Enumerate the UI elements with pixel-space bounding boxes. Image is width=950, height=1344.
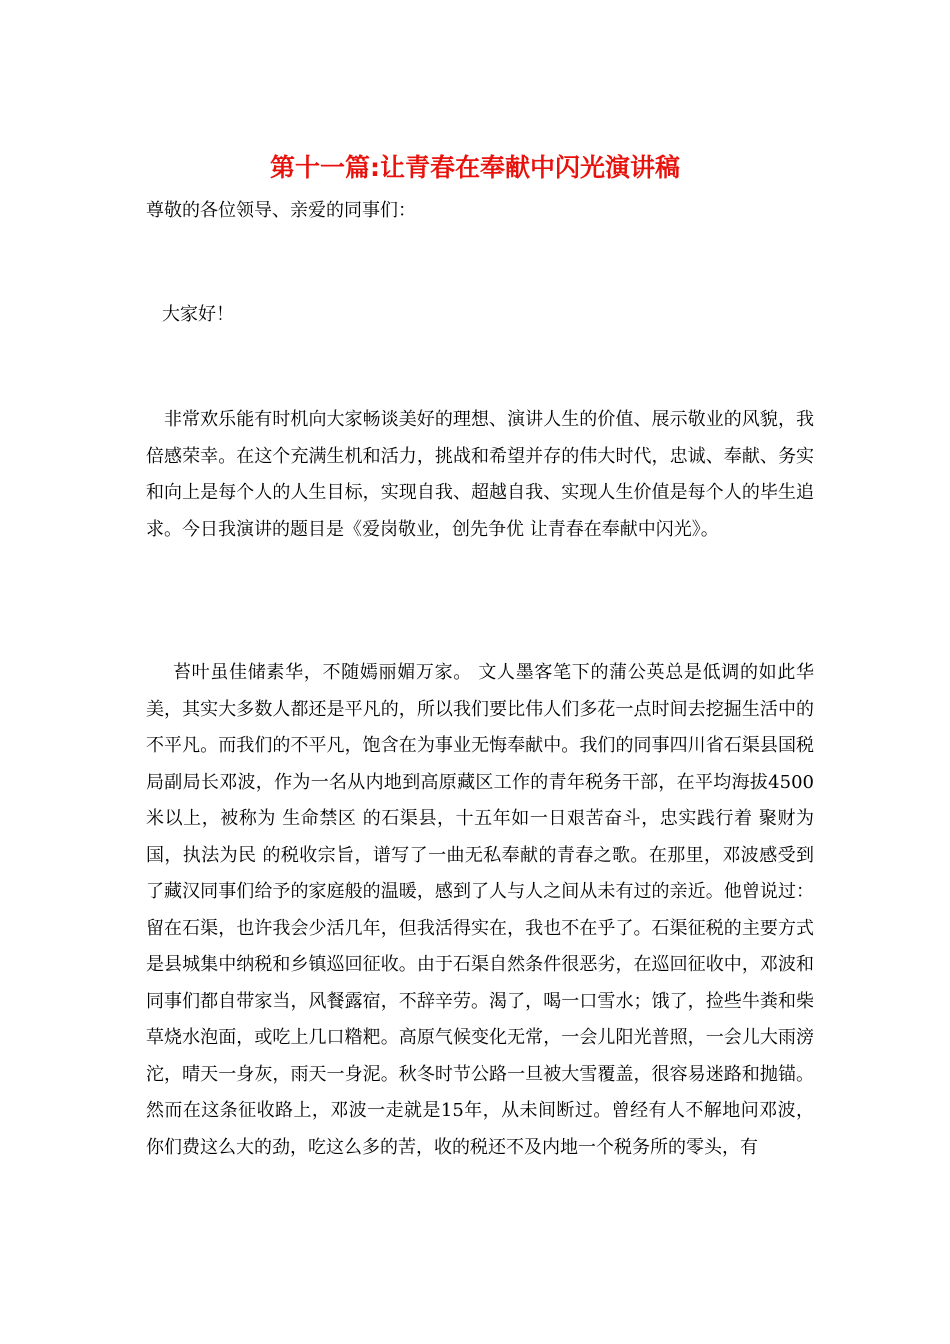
salutation-text: 尊敬的各位领导、亲爱的同事们： bbox=[146, 200, 416, 221]
body-paragraph-1: 非常欢乐能有时机向大家畅谈美好的理想、演讲人生的价值、展示敬业的风貌，我倍感荣幸。在这个充满生机和活力，挑战和希望并存的伟大时代，忠诚、奉献、务实和向上是每个人的人生目标，实现自我、超越自我、实现人生价值是每个人的毕生追求。今日我演讲的题目是《爱岗敬业，创先争优 让青春在奉献中闪光》。 bbox=[146, 409, 814, 540]
greeting-text: 大家好！ bbox=[162, 304, 234, 325]
body-paragraph-2: 苔叶虽佳储素华，不随嫣丽媚万家。 文人墨客笔下的蒲公英总是低调的如此华美，其实大多数人都还是平凡的，所以我们要比伟人们多花一点时间去挖掘生活中的不平凡。而我们的不平凡，饱含在为事业无悔奉献中。我们的同事四川省石渠县国税局副局长邓波，作为一名从内地到高原藏区工作的青年税务干部，在平均海拔4500米以上，被称为 生命禁区 的石渠县，十五年如一日艰苦奋斗，忠实践行着 聚财为国，执法为民 的税收宗旨，谱写了一曲无私奉献的青春之歌。在那里，邓波感受到了藏汉同事们给予的家庭般的温暖，感到了人与人之间从未有过的亲近。他曾说过：留在石渠，也许我会少活几年，但我活得实在，我也不在乎了。石渠征税的主要方式是县城集中纳税和乡镇巡回征收。由于石渠自然条件很恶劣，在巡回征收中，邓波和同事们都自带家当，风餐露宿，不辞辛劳。渴了，喝一口雪水；饿了，捡些牛粪和柴草烧水泡面，或吃上几口糌粑。高原气候变化无常，一会儿阳光普照，一会儿大雨滂沱，晴天一身灰，雨天一身泥。秋冬时节公路一旦被大雪覆盖，很容易迷路和抛锚。然而在这条征收路上，邓波一走就是15年，从未间断过。曾经有人不解地问邓波，你们费这么大的劲，吃这么多的苦，收的税还不及内地一个税务所的零头，有 bbox=[146, 662, 814, 1158]
page-title: 第十一篇:让青春在奉献中闪光演讲稿 bbox=[270, 153, 680, 182]
